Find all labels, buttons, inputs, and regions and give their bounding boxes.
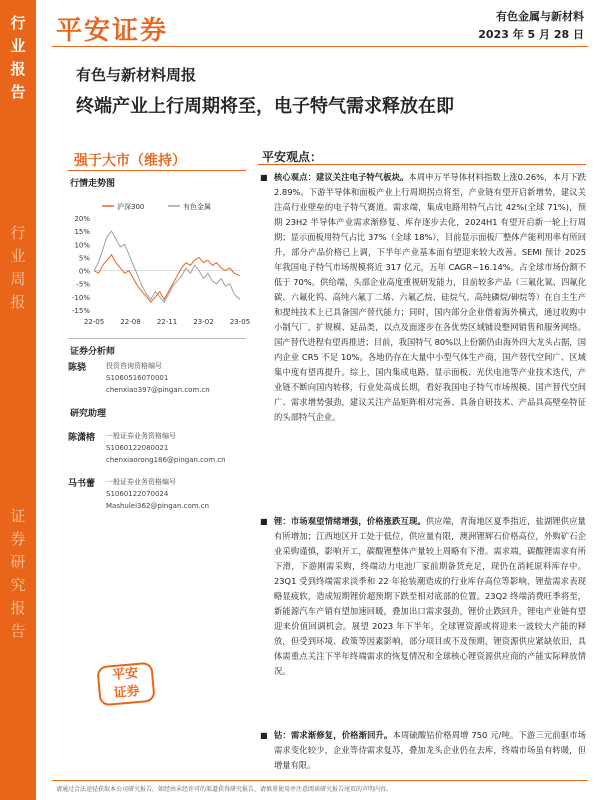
analyst-name: 马书蕾: [68, 479, 96, 489]
sidebar-char: 研: [10, 553, 26, 571]
footer-divider: [52, 780, 588, 781]
view-lead: 核心观点：建议关注电子特气板块。: [274, 172, 409, 182]
sidebar-char: 告: [10, 83, 26, 101]
view-lead: 锂：市场观望情绪增强，价格涨跌互现。: [274, 516, 426, 526]
y-tick-label: 15%: [74, 228, 90, 237]
assistants-label: 研究助理: [70, 409, 107, 419]
report-title: 终端产业上行周期将至，电子特气需求释放在即: [76, 96, 454, 117]
sidebar-char: 周: [10, 270, 26, 288]
series-line-0: [94, 255, 240, 302]
analyst-email[interactable]: Mashulei362@pingan.com.cn: [106, 502, 210, 510]
x-tick-label: 23-02: [193, 318, 214, 326]
y-tick-label: 10%: [74, 241, 90, 250]
views-divider: [258, 164, 586, 165]
analysts-label: 证券分析师: [70, 347, 116, 357]
bullet-icon: ■: [260, 731, 268, 740]
analyst-id: S1060516070001: [106, 374, 169, 382]
sidebar-label-industry-report: [0, 12, 36, 104]
sidebar-char: 证: [10, 507, 26, 525]
report-subtitle: 有色与新材料周报: [76, 66, 197, 84]
report-date: 2023 年 5 月 28 日: [478, 28, 584, 41]
analyst-role: 一般证券业务资格编号: [106, 478, 176, 486]
footer-disclaimer: 请通过合法途径获取本公司研究报告，如经由未经许可的渠道获得研究报告，请慎重使用并注意阅读研究报告尾页的声明内容。: [56, 786, 393, 793]
sidebar-char: 券: [10, 530, 26, 548]
view-text: 本周硫酸钴价格周增 750 元/吨。下游三元前驱市场需求变化较少，企业等待需求复苏，叠加龙头企业仍在去库，终端市场虽有转暖，但增量有限。: [274, 730, 586, 770]
sidebar-char: 行: [10, 224, 26, 242]
header-info: [478, 8, 584, 44]
y-tick-label: 5%: [78, 254, 90, 263]
analyst-email[interactable]: chenxiaorong186@pingan.com.cn: [106, 456, 226, 464]
view-text: 本周申万半导体材料指数上涨0.26%，本月下跌 2.89%。下游半导体和面板产业上行周期拐点将至，产业链有望开启新增势，建议关注高行业壁垒的电子特气赛道。需求端，集成电路用特气占比 42%(全球 71%)，预期 23H2 半导体产业需求渐修复、库存逐步去化，2024H1 有望开启新一轮上行周期；显示面板用特气占比 37%（全球 18%），目前显示面板厂整体产能利用率有所回升，部分产品价格已上调，下半年产业基本面有望迎来较大改善。SEMI 预计 2025 年我国电子特气市场规模将近 317 亿元，五年 CAGR~16.14%。占全球市场份额不低于 70%。供给端，头部企业高度重视研发能力，目前较多产品（三氟化氮、四氟化碳、六氟化钨、高纯六氟丁二烯、六氟乙烷、硅烷气、高纯磷烷/砷烷等）在自主生产和提纯技术上已具备国产替代能力；同时，国内部分企业借着海外横式，通过收购中小制气厂，扩规模、延品类，以点及面逐步在各优势区域铺设整网销售和服务网络。国产替代进程有望再推进；目前，我国特气 80%以上份额仍由海外四大龙头占据，国内企业 CR5 不足 10%。各地仍存在大量中小型气体生产商，国产替代空间广、区域集中度有望再提升。综上，国内集成电路、显示面板、光伏电池等产业技术迭代，产业链不断向国内转移，行业处高成长期，看好我国电子特气市场规模、国产替代空间广、需求增势强劲，建议关注产品矩阵相对完善、具备自研技术、产品具高壁垒特征的头部特气企业。: [274, 172, 586, 422]
sidebar-label-securities-research: [0, 505, 36, 643]
trend-chart-svg: [58, 192, 251, 332]
x-tick-label: 22-08: [120, 318, 141, 326]
trend-chart-label: 行情走势图: [70, 179, 116, 189]
company-stamp: 平安 证券: [96, 662, 155, 707]
rating-divider: [68, 170, 246, 171]
x-tick-label: 22-05: [83, 318, 105, 326]
analyst-id: S1060122080021: [106, 444, 169, 452]
analyst-role: 投资咨询资格编号: [106, 362, 162, 370]
legend-label-0: 沪深300: [117, 203, 145, 211]
x-tick-label: 22-11: [156, 318, 178, 326]
view-item-cobalt: [262, 728, 586, 773]
header-divider: [52, 46, 588, 47]
sidebar-char: 报: [10, 599, 26, 617]
series-line-1: [94, 231, 240, 302]
analyst-id: S1060122070024: [106, 490, 169, 498]
bullet-icon: ■: [260, 517, 268, 526]
x-tick-label: 23-05: [229, 318, 251, 326]
view-lead: 钴：需求渐修复，价格渐回升。: [274, 730, 393, 740]
trend-chart: [58, 192, 251, 332]
y-tick-label: -10%: [71, 293, 90, 302]
report-category: 有色金属与新材料: [496, 10, 584, 23]
analyst-role: 一般证券业务资格编号: [106, 432, 176, 440]
y-tick-label: 20%: [74, 215, 90, 223]
y-tick-label: -5%: [76, 280, 90, 289]
sidebar-char: 究: [10, 576, 26, 594]
sidebar-char: 业: [10, 37, 26, 55]
sidebar-char: 报: [10, 60, 26, 78]
sidebar-char: 告: [10, 622, 26, 640]
y-tick-label: 0%: [78, 267, 90, 276]
legend-label-1: 有色金属: [183, 203, 211, 211]
views-title: 平安观点：: [262, 150, 323, 164]
analyst-name: 陈骁: [68, 363, 87, 373]
rating-label: 强于大市（维持）: [74, 153, 186, 169]
company-logo: 平安证券: [56, 16, 169, 46]
view-item-core: [262, 170, 586, 425]
view-text: 供应端，青海地区夏季指近，盐湖锂供应量有所增加；江西地区开工处于低位，供应量有限，澳洲锂辉石价格高位，外购矿石企业采购谨慎，影响开工，碳酸锂整体产量较上周略有下滑。需求端，碳酸锂需求有所下滑，下游刚需采购，终端动力电池厂家前期备货充足，现仍在消耗原料库存中。23Q1 受到终端需求淡季和 22 年抢装潮造成的行业库存高位等影响，锂盐需求表现略显疲软，造成短期锂价超预期下跌至相对底部的位置。23Q2 终端消费旺季将至，新能源汽车产销有望加速回暖，叠加出口需求强劲，锂价止跌回升，锂电产业链有望迎来价值回调机会。展望 2023 年下半年，全球锂资源或将迎来一波较大产能的释放，但受到环境、政策等因素影响，部分项目或不及预期，锂资源供应紧缺依旧，具体需重点关注下半年终端需求的恢复情况和全球核心锂资源供应商的产能实际释放情况。: [274, 516, 586, 676]
sidebar-label-weekly-report: [0, 222, 36, 314]
analyst-name: 陈潇榕: [68, 433, 96, 443]
bullet-icon: ■: [260, 173, 268, 182]
view-item-lithium: [262, 514, 586, 679]
sidebar-char: 业: [10, 247, 26, 265]
analyst-divider: [68, 338, 246, 339]
y-tick-label: -15%: [71, 307, 90, 315]
left-sidebar: [0, 0, 36, 800]
analyst-email[interactable]: chenxiao397@pingan.com.cn: [106, 386, 210, 394]
sidebar-char: 行: [10, 14, 26, 32]
sidebar-char: 报: [10, 293, 26, 311]
